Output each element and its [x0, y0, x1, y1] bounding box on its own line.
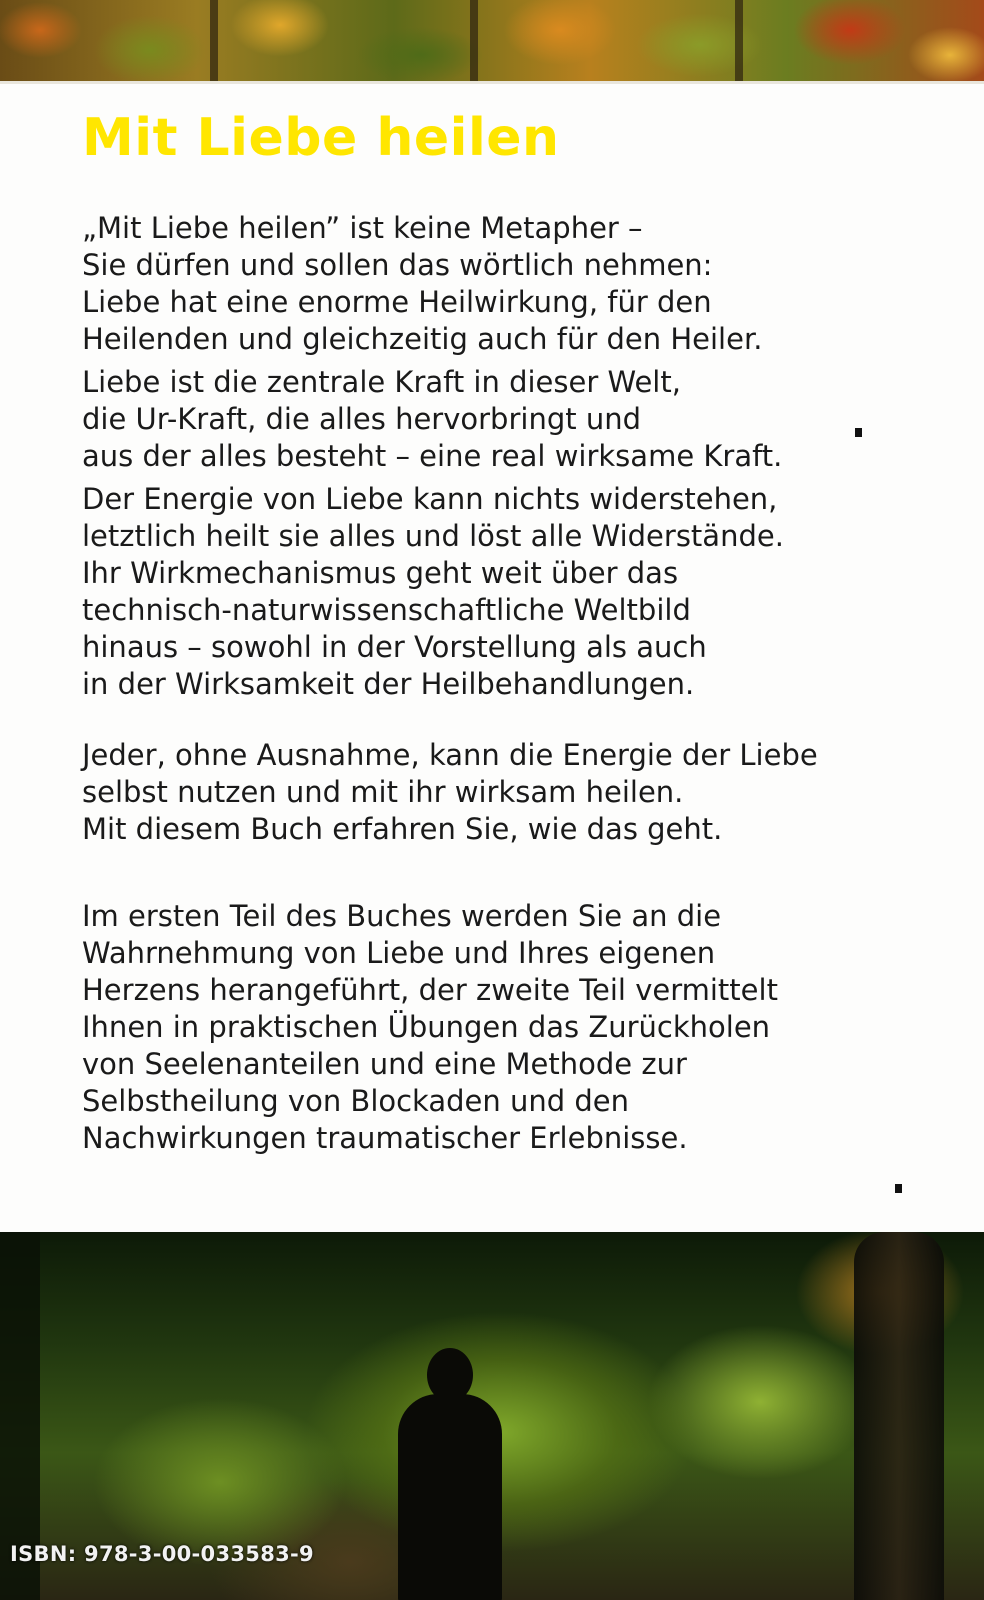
isbn-label: ISBN: 978-3-00-033583-9: [10, 1542, 314, 1566]
paragraph-intro: „Mit Liebe heilen” ist keine Metapher – Sie dürfen und sollen das wörtlich nehmen: Liebe hat eine enorme Heilwirkung, für den Heilenden und gleichzeitig auch für den Heiler.: [82, 211, 763, 356]
band-edge: [0, 81, 984, 84]
square-bullet-mark: [895, 1184, 902, 1193]
tree-trunk: [470, 0, 478, 84]
tree-silhouette: [854, 1232, 944, 1600]
person-silhouette-body: [398, 1394, 502, 1600]
paragraph-book-parts: Im ersten Teil des Buches werden Sie an die Wahrnehmung von Liebe und Ihres eigenen Herzens herangeführt, der zweite Teil vermittelt Ihnen in praktischen Übungen das Zurückholen von Seelenanteilen und eine Methode zur Selbstheilung von Blockaden und den Nachwirkungen traumatischer Erlebnisse.: [82, 899, 778, 1155]
square-bullet-mark: [855, 428, 862, 437]
paragraph-everyone: Jeder, ohne Ausnahme, kann die Energie der Liebe selbst nutzen und mit ihr wirksam heilen. Mit diesem Buch erfahren Sie, wie das geht.: [82, 738, 818, 846]
paragraph-energy: Der Energie von Liebe kann nichts widerstehen, letztlich heilt sie alles und löst alle Widerstände. Ihr Wirkmechanismus geht weit über das technisch-naturwissenschaftliche Weltbild hinaus – sowohl in der Vorstellung als auch in der Wirksamkeit der Heilbehandlungen.: [82, 482, 784, 701]
forest-path-image: [0, 1232, 984, 1600]
book-title: Mit Liebe heilen: [82, 108, 560, 168]
top-foliage-image: [0, 0, 984, 84]
tree-trunk: [735, 0, 743, 84]
paragraph-love-force: Liebe ist die zentrale Kraft in dieser Welt, die Ur-Kraft, die alles hervorbringt und aus der alles besteht – eine real wirksame Kraft.: [82, 365, 783, 473]
tree-trunk: [210, 0, 218, 84]
